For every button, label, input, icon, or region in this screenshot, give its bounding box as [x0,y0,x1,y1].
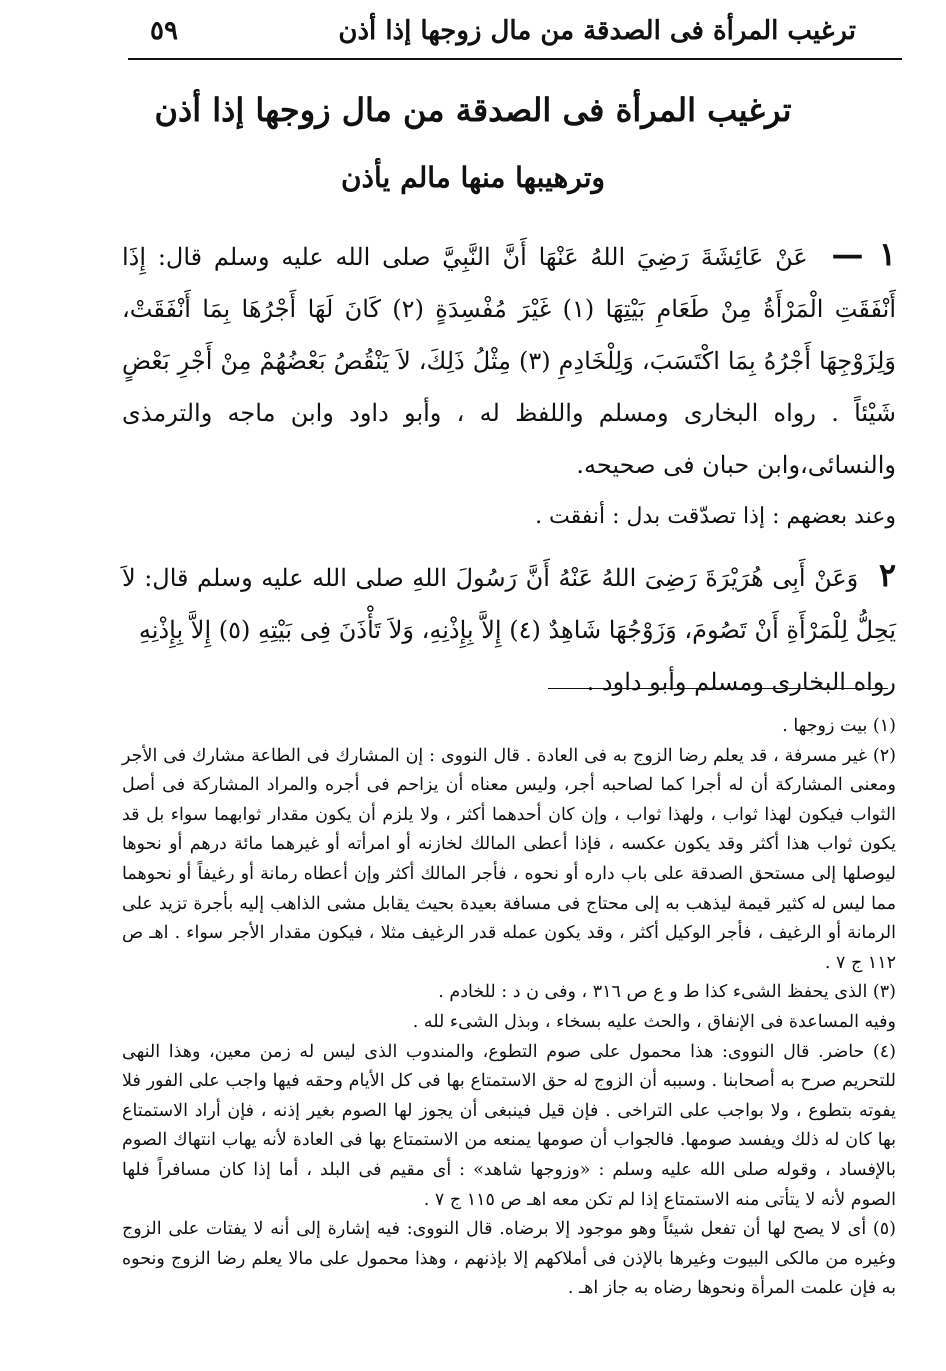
hadith-text: وَعَنْ أَبِى هُرَيْرَةَ رَضِىَ اللهُ عَنْهُ أَنَّ رَسُولَ اللهِ صلى الله عليه وسلم قال: لاَ يَحِلُّ لِلْمَرْأَةِ أَنْ تَصُومَ، وَزَوْجُهَا شَاهِدٌ (٤) إِلاَّ بِإِذْنِهِ، وَلاَ تَأْذَنَ فِى بَيْتِهِ (٥) إِلاَّ بِإِذْنِهِ [122,564,896,644]
header-rule [128,58,902,60]
footnote-rule [548,688,888,689]
footnote-2: (٢) غير مسرفة ، قد يعلم رضا الزوج به فى العادة . قال النووى : إن المشارك فى الطاعة مشارك فى الأجر ومعنى المشاركة أن له أجرا كما لصاحبه أجر، وليس معناه أن يزاحم فى أجره والمراد المشاركة فى أصل الثواب فيكون لهذا ثواب ، ولهذا ثواب ، وإن كان أحدهما أكثر ، ولا يلزم أن يكون مقدار ثوابهما سواء بل قد يكون ثواب هذا أكثر وقد يكون عكسه ، فإذا أعطى المالك لخازنه أو امرأته أو غيرهما مائة درهم أو نحوها ليوصلها إلى مستحق الصدقة على باب داره أو نحوه ، فأجر المالك أكثر وإن أعطاه رمانة أو رغيفاً أو نحوهما مما ليس له كثير قيمة ليذهب به إلى محتاج فى مسافة بعيدة بحيث يقابل مشى الذاهب إليه بأجرة تزيد على الرمانة أو الرغيف ، فأجر الوكيل أكثر ، وقد يكون عمله قدر الرغيف مثلا ، فيكون مقدار الأجر سواء . اهـ ص ١١٢ ج ٧ . [122,745,896,973]
running-header-title: ترغيب المرأة فى الصدقة من مال زوجها إذا أذن [338,16,856,46]
footnote-5: (٥) أى لا يصح لها أن تفعل شيئاً وهو موجود إلا برضاه. قال النووى: فيه إشارة إلى أنه لا يفتات على الزوج وغيره من مالكى البيوت وغيرها بالإذن فى أملاكهم إلا بإذنهم ، وهذا محمول على مالا يعلم رضا الزوج ونحوه به فإن علمت المرأة ونحوها رضاه به جاز اهـ . [122,1219,896,1299]
footnote-3-continued: وفيه المساعدة فى الإنفاق ، والحث عليه بسخاء ، وبذل الشىء لله . [412,1011,896,1032]
hadith-number: ٢ [878,556,896,594]
hadith-1 [122,228,896,491]
chapter-subtitle: وترهيبها منها مالم يأذن [340,161,606,194]
hadith-2-source: رواه البخارى ومسلم وأبو داود . [586,668,896,696]
hadith-text: عَنْ عَائِشَةَ رَضِيَ اللهُ عَنْهَا أَنَّ النَّبِيَّ صلى الله عليه وسلم قال: إِذَا أَنْفَقَتِ الْمَرْأَةُ مِنْ طَعَامِ بَيْتِهَا (١) غَيْرَ مُفْسِدَةٍ (٢) كَانَ لَهَا أَجْرُهَا بِمَا أَنْفَقَتْ، وَلِزَوْجِهَا أَجْرُهُ بِمَا اكْتَسَبَ، وَلِلْخَادِمِ (٣) مِثْلُ ذَلِكَ، لاَ يَنْقُصُ بَعْضُهُمْ مِنْ أَجْرِ بَعْضٍ شَيْئاً . رواه البخارى ومسلم واللفظ له ، وأبو داود وابن ماجه والترمذى والنسائى،وابن حبان فى صحيحه. [122,243,896,479]
running-header [130,14,856,54]
hadith-2 [122,549,896,656]
footnotes [122,712,896,1304]
footnote-4: (٤) حاضر. قال النووى: هذا محمول على صوم التطوع، والمندوب الذى ليس له زمن معين، وهذا النهى للتحريم صرح به أصحابنا . وسببه أن الزوج له حق الاستمتاع بها فى كل الأيام وحقه فيها واجب على الفور فلا يفوته بتطوع ، ولا بواجب على التراخى . فإن قيل فينبغى أن يجوز لها الصوم بغير إذنه ، فإن أراد الاستمتاع بها كان له ذلك ويفسد صومها. فالجواب أن صومها يمنعه من الاستمتاع بها فى العادة لأنه يهاب انتهاك الصوم بالإفساد ، وقوله صلى الله عليه وسلم : «وزوجها شاهد» : أى مقيم فى البلد ، أما إذا كان مسافراً فلها الصوم لأنه لا يتأتى منه الاستمتاع إذا لم تكن معه اهـ ص ١١٥ ج ٧ . [122,1041,896,1210]
hadith-section [122,228,896,708]
footnote-1: (١) بيت زوجها . [782,716,896,736]
hadith-number: ١ — [831,235,896,273]
page-number: ٥٩ [150,16,178,46]
footnote-3: (٣) الذى يحفظ الشىء كذا ط و ع ص ٣١٦ ، وفى ن د : للخادم . [438,982,896,1003]
chapter-title: ترغيب المرأة فى الصدقة من مال زوجها إذا أذن [154,91,792,129]
hadith-1-note: وعند بعضهم : إذا تصدّقت بدل : أنفقت . [535,504,896,529]
